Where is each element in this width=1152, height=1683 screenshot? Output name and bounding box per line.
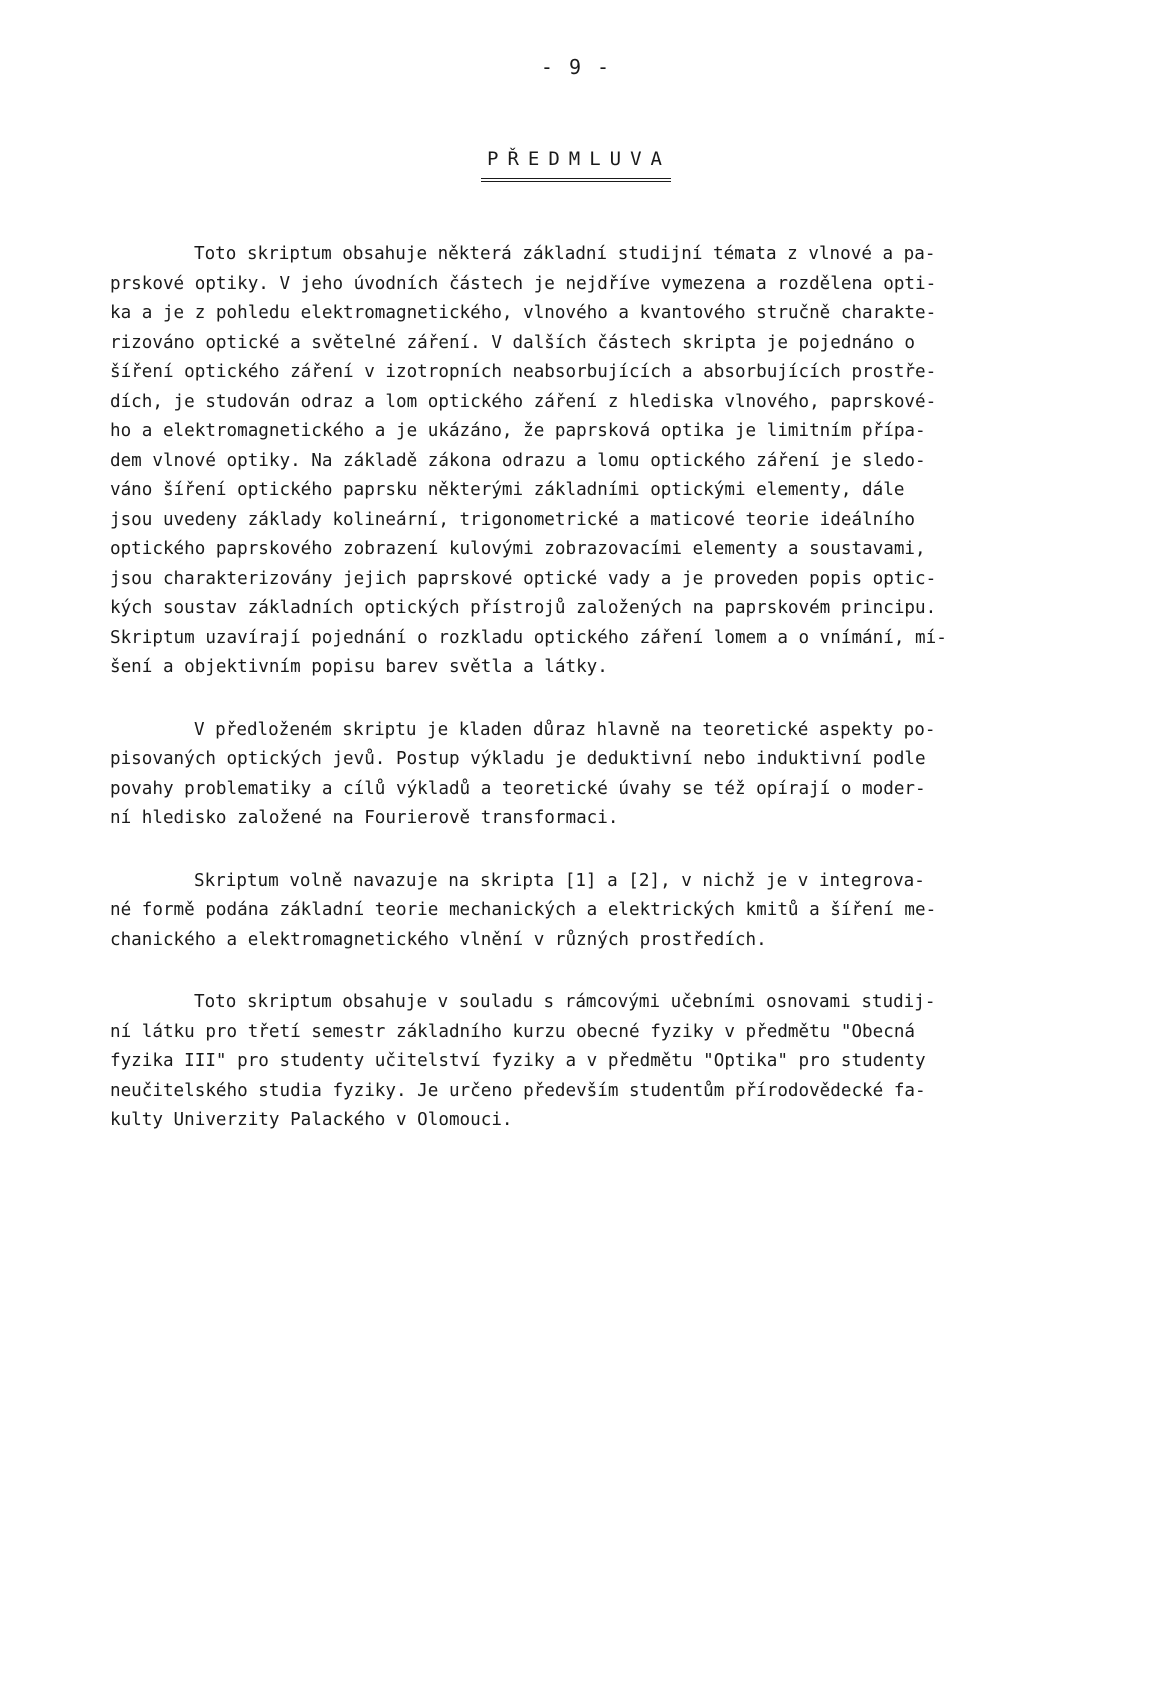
paragraph-line: dem vlnové optiky. Na základě zákona odrazu a lomu optického záření je sledo- (110, 450, 926, 471)
paragraph-line: ka a je z pohledu elektromagnetického, vlnového a kvantového stručně charakte- (110, 303, 937, 323)
heading-container (0, 148, 1152, 182)
page-number: - 9 - (540, 55, 612, 79)
paragraph-4 (110, 988, 1100, 1136)
paragraph-line: kulty Univerzity Palackého v Olomouci. (110, 1110, 513, 1130)
page-title: PŘEDMLUVA (481, 148, 671, 182)
paragraph-line: jsou uvedeny základy kolineární, trigonometrické a maticové teorie ideálního (110, 509, 916, 530)
paragraph-line: dích, je studován odraz a lom optického záření z hlediska vlnového, paprskové- (110, 391, 937, 412)
paragraph-line: Toto skriptum obsahuje v souladu s rámcovými učebními osnovami studij- (194, 992, 936, 1012)
body-text (110, 240, 1100, 1169)
paragraph-line: Toto skriptum obsahuje některá základní studijní témata z vlnové a pa- (194, 244, 936, 264)
paragraph-line: ní hledisko založené na Fourierově transformaci. (110, 808, 619, 828)
paragraph-1 (110, 240, 1100, 683)
paragraph-line: Skriptum uzavírají pojednání o rozkladu optického záření lomem a o vnímání, mí- (110, 627, 947, 648)
paragraph-line: V předloženém skriptu je kladen důraz hlavně na teoretické aspekty po- (194, 719, 936, 740)
paragraph-line: Skriptum volně navazuje na skripta [1] a [2], v nichž je v integrova- (194, 870, 925, 891)
paragraph-line: šení a objektivním popisu barev světla a látky. (110, 657, 608, 677)
paragraph-3 (110, 867, 1100, 956)
paragraph-line: chanického a elektromagnetického vlnění v různých prostředích. (110, 929, 767, 950)
paragraph-line: neučitelského studia fyziky. Je určeno především studentům přírodovědecké fa- (110, 1080, 926, 1101)
paragraph-line: ní látku pro třetí semestr základního kurzu obecné fyziky v předmětu "Obecná (110, 1021, 916, 1042)
paragraph-line: váno šíření optického paprsku některými základními optickými elementy, dále (110, 480, 905, 500)
paragraph-line: pisovaných optických jevů. Postup výkladu je deduktivní nebo induktivní podle (110, 749, 926, 769)
paragraph-line: fyzika III" pro studenty učitelství fyziky a v předmětu "Optika" pro studenty (110, 1051, 926, 1071)
paragraph-line: šíření optického záření v izotropních neabsorbujících a absorbujících prostře- (110, 362, 937, 382)
paragraph-line: ho a elektromagnetického a je ukázáno, že paprsková optika je limitním přípa- (110, 421, 926, 441)
paragraph-line: kých soustav základních optických přístrojů založených na paprskovém principu. (110, 598, 937, 618)
paragraph-2 (110, 716, 1100, 834)
paragraph-line: rizováno optické a světelné záření. V dalších částech skripta je pojednáno o (110, 332, 916, 353)
paragraph-line: prskové optiky. V jeho úvodních částech je nejdříve vymezena a rozdělena opti- (110, 273, 937, 294)
paragraph-line: optického paprskového zobrazení kulovými zobrazovacími elementy a soustavami, (110, 539, 926, 559)
paragraph-line: né formě podána základní teorie mechanických a elektrických kmitů a šíření me- (110, 900, 937, 920)
paragraph-line: povahy problematiky a cílů výkladů a teoretické úvahy se též opírají o moder- (110, 778, 926, 799)
paragraph-line: jsou charakterizovány jejich paprskové optické vady a je proveden popis optic- (110, 568, 937, 589)
